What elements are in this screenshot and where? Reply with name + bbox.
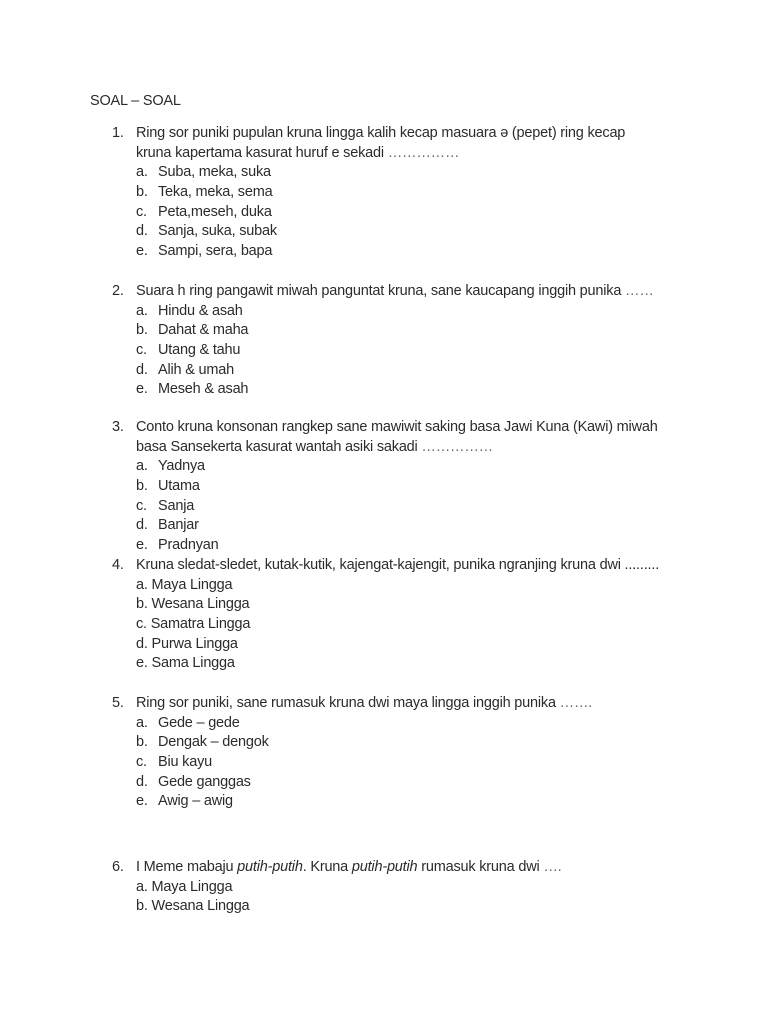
question-text: Kruna sledat-sledet, kutak-kutik, kajengat-kajengit, punika ngranjing kruna dwi .........: [136, 557, 660, 573]
option-d: d. Purwa Lingga: [136, 635, 238, 652]
option-d: d. Gede ganggas: [136, 773, 251, 790]
option-a: a. Maya Lingga: [136, 878, 233, 895]
option-b: b. Dengak – dengok: [136, 734, 269, 751]
option-c: c. Sanja: [136, 497, 195, 514]
option-d: d. Sanja, suka, subak: [136, 223, 277, 240]
option-a: a. Suba, meka, suka: [136, 164, 271, 181]
question-number: 6.: [112, 859, 124, 875]
question-number: 5.: [112, 695, 124, 711]
option-b: b. Teka, meka, sema: [136, 184, 273, 201]
option-c: c. Samatra Lingga: [136, 616, 251, 633]
option-e: e. Meseh & asah: [136, 381, 249, 398]
question-text: I Meme mabaju putih-putih. Kruna putih-putih rumasuk kruna dwi ….: [136, 859, 562, 875]
question-number: 2.: [112, 283, 124, 299]
question-2: [112, 282, 692, 400]
answer-blank: ….: [543, 859, 562, 875]
page-title: SOAL – SOAL: [90, 93, 181, 109]
question-text: Conto kruna konsonan rangkep sane mawiwit saking basa Jawi Kuna (Kawi) miwah: [136, 419, 658, 435]
emphasis-term: putih-putih: [351, 859, 418, 875]
option-b: b. Dahat & maha: [136, 322, 249, 339]
option-c: c. Peta,meseh, duka: [136, 203, 272, 220]
option-b: b. Wesana Lingga: [136, 898, 250, 915]
question-text: Suara h ring pangawit miwah panguntat kruna, sane kaucapang inggih punika ……: [136, 283, 654, 299]
question-number: 1.: [112, 125, 124, 141]
option-b: b. Wesana Lingga: [136, 596, 250, 613]
question-text: Ring sor puniki pupulan kruna lingga kalih kecap masuara ə (pepet) ring kecap: [136, 125, 626, 141]
question-6: [112, 858, 692, 917]
answer-blank: ……………: [421, 438, 493, 455]
question-text-cont: basa Sansekerta kasurat wantah asiki sakadi ……………: [136, 438, 493, 455]
option-e: e. Sampi, sera, bapa: [136, 243, 273, 260]
option-a: a. Gede – gede: [136, 714, 240, 731]
option-e: e. Awig – awig: [136, 793, 233, 810]
question-3: [112, 418, 692, 556]
option-c: c. Utang & tahu: [136, 342, 241, 359]
option-a: a. Hindu & asah: [136, 302, 243, 319]
question-text-cont: kruna kapertama kasurat huruf e sekadi ……………: [136, 144, 460, 161]
option-e: e. Pradnyan: [136, 537, 219, 554]
question-number: 3.: [112, 419, 124, 435]
question-text: Ring sor puniki, sane rumasuk kruna dwi maya lingga inggih punika …….: [136, 695, 593, 711]
option-d: d. Alih & umah: [136, 361, 234, 378]
answer-blank: ……: [625, 283, 654, 299]
answer-blank: …….: [559, 695, 593, 711]
option-b: b. Utama: [136, 478, 200, 495]
question-5: [112, 694, 692, 812]
option-a: a. Maya Lingga: [136, 576, 233, 593]
option-e: e. Sama Lingga: [136, 655, 235, 672]
option-c: c. Biu kayu: [136, 754, 213, 771]
answer-blank: ……………: [387, 144, 460, 161]
question-number: 4.: [112, 557, 124, 573]
option-a: a. Yadnya: [136, 458, 205, 475]
emphasis-term: putih-putih: [237, 859, 303, 875]
question-4: [112, 556, 692, 674]
option-d: d. Banjar: [136, 517, 199, 534]
question-1: [112, 124, 692, 262]
